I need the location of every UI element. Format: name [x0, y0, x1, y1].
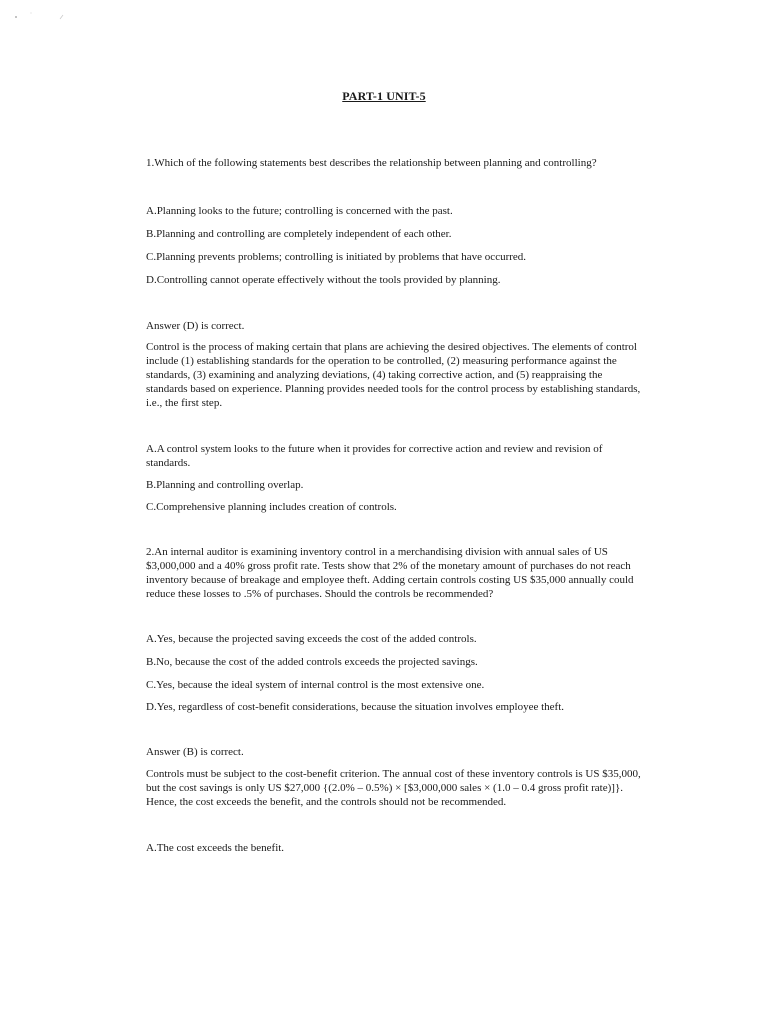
q1-answer: Answer (D) is correct.	[146, 320, 245, 332]
q2-option-a: A.Yes, because the projected saving exceeds the cost of the added controls.	[146, 633, 477, 645]
q1-explanation: Control is the process of making certain that plans are achieving the desired objectives. The elements of control include (1) establishing standards for the operation to be controlled, (2) measuring performance against the standards, (3) examining and analyzing deviations, (4) taking corrective action, and (5) reappraising the standards based on experience. Planning provides needed tools for the control process by establishing standards, i.e., the first step.	[146, 341, 641, 409]
scan-speck-marks	[12, 10, 72, 24]
q2-incorrect-a: A.The cost exceeds the benefit.	[146, 842, 285, 854]
q2-option-c: C.Yes, because the ideal system of internal control is the most extensive one.	[146, 679, 485, 691]
q1-option-a: A.Planning looks to the future; controlling is concerned with the past.	[146, 205, 453, 217]
q1-incorrect-c: C.Comprehensive planning includes creation of controls.	[146, 501, 397, 513]
page-title: PART-1 UNIT-5	[342, 89, 426, 103]
question-2-text: 2.An internal auditor is examining inventory control in a merchandising division with annual sales of US $3,000,000 and a 40% gross profit rate. Tests show that 2% of the monetary amount of purchases do not reach inventory because of breakage and employee theft. Adding certain controls costing US $35,000 annually could reduce these losses to .5% of purchases. Should the controls be recommended?	[146, 546, 634, 600]
q2-option-b: B.No, because the cost of the added controls exceeds the projected savings.	[146, 656, 478, 668]
q1-option-d: D.Controlling cannot operate effectively without the tools provided by planning.	[146, 274, 501, 286]
q2-answer: Answer (B) is correct.	[146, 746, 244, 758]
q1-option-b: B.Planning and controlling are completely independent of each other.	[146, 228, 452, 240]
question-1-text: 1.Which of the following statements best describes the relationship between planning and controlling?	[146, 157, 597, 169]
q2-option-d: D.Yes, regardless of cost-benefit considerations, because the situation involves employee theft.	[146, 701, 564, 713]
q1-option-c: C.Planning prevents problems; controlling is initiated by problems that have occurred.	[146, 251, 527, 263]
q1-incorrect-b: B.Planning and controlling overlap.	[146, 479, 304, 491]
q2-explanation: Controls must be subject to the cost-benefit criterion. The annual cost of these inventory controls is US $35,000, but the cost savings is only US $27,000 {(2.0% – 0.5%) × [$3,000,000 sales × (1.0 – 0.4 gross profit rate)]}. Hence, the cost exceeds the benefit, and the controls should not be recommended.	[146, 768, 641, 808]
q1-incorrect-a: A.A control system looks to the future when it provides for corrective action and review and revision of standards.	[146, 443, 603, 469]
